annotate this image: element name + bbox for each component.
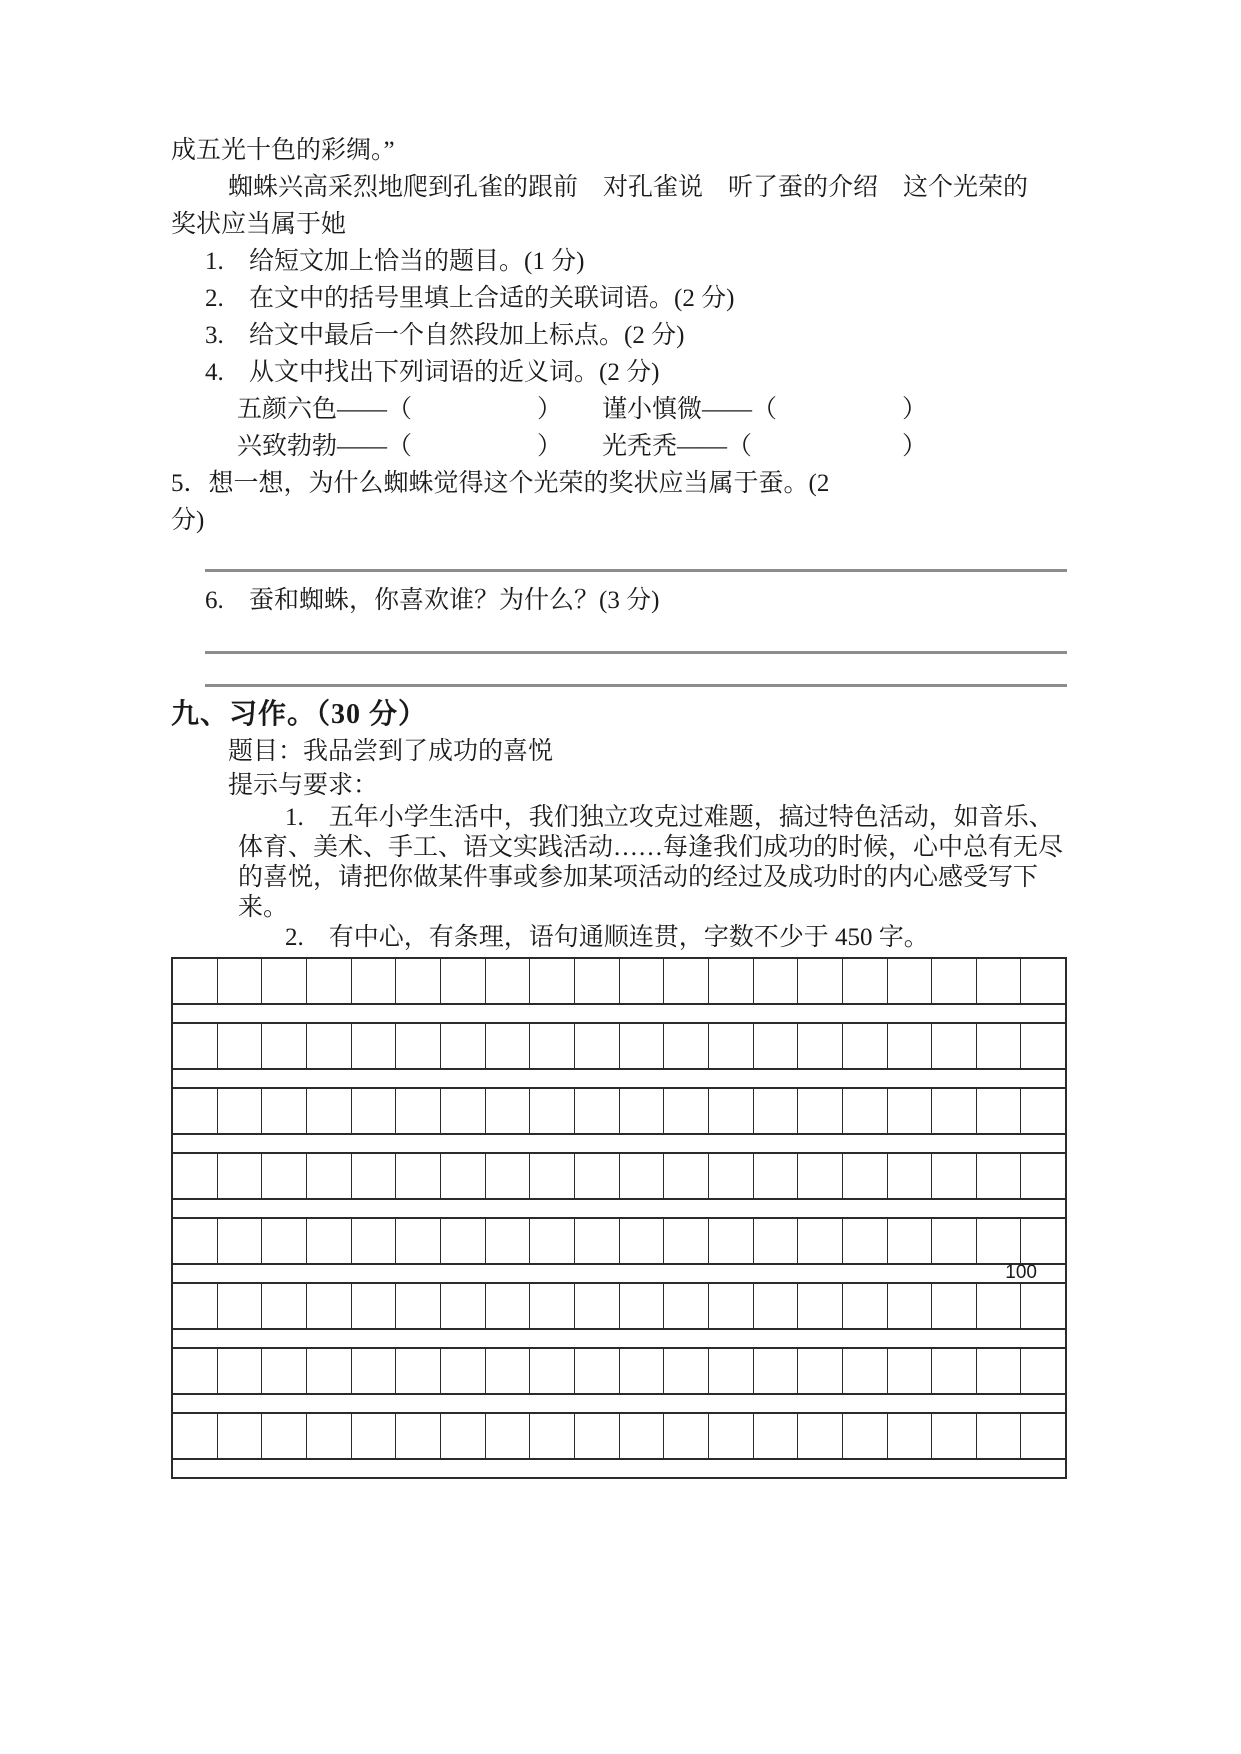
grid-cell: [307, 1349, 352, 1393]
grid-cell: [1021, 959, 1065, 1003]
grid-cell: [352, 1414, 397, 1458]
grid-cell: [888, 1089, 933, 1133]
question-text: 从文中找出下列词语的近义词。(2 分): [249, 359, 660, 386]
grid-cell: [843, 959, 888, 1003]
grid-cell: [486, 959, 531, 1003]
grid-cell: [575, 1154, 620, 1198]
grid-cell: [843, 1349, 888, 1393]
question-5-line-1: 5．想一想，为什么蜘蛛觉得这个光荣的奖状应当属于蚕。(2: [171, 470, 830, 497]
grid-cell: [441, 1024, 486, 1068]
grid-cell: [888, 959, 933, 1003]
grid-cell: [888, 1219, 933, 1263]
grid-cell: [798, 1414, 843, 1458]
grid-cell: [262, 1414, 307, 1458]
grid-spacer: [173, 1262, 1065, 1284]
question-item: [205, 243, 1067, 280]
grid-cell: [932, 1024, 977, 1068]
grid-cell: [932, 1089, 977, 1133]
grid-cell: [530, 1349, 575, 1393]
grid-cell: [977, 1414, 1022, 1458]
requirement-1-paragraph: [171, 803, 1067, 923]
grid-cell: [620, 1284, 665, 1328]
grid-cell: [352, 1024, 397, 1068]
grid-cell: [396, 1089, 441, 1133]
grid-cell: [262, 1024, 307, 1068]
grid-cell: [396, 1349, 441, 1393]
grid-cell: [888, 1414, 933, 1458]
grid-cell: [352, 1089, 397, 1133]
grid-cell: [173, 1024, 218, 1068]
grid-cell: [262, 1154, 307, 1198]
grid-cell: [977, 1089, 1022, 1133]
grid-cell: [620, 1154, 665, 1198]
grid-cell: [486, 1414, 531, 1458]
grid-cell: [709, 1414, 754, 1458]
grid-cell-row: [173, 1219, 1065, 1265]
grid-cell: [262, 1284, 307, 1328]
grid-cell: [396, 1284, 441, 1328]
synonym-blanks: [171, 391, 1067, 465]
grid-cell: [798, 1024, 843, 1068]
grid-cell: [575, 1349, 620, 1393]
writing-section-heading: 九、习作。（30 分）: [171, 699, 428, 730]
grid-cell: [754, 1154, 799, 1198]
grid-cell: [486, 1284, 531, 1328]
requirement-line: 来。: [238, 894, 289, 921]
grid-cell: [441, 959, 486, 1003]
grid-cell: [754, 1089, 799, 1133]
grid-cell: [352, 1284, 397, 1328]
grid-cell: [709, 959, 754, 1003]
grid-cell: [352, 1219, 397, 1263]
grid-cell: [798, 1154, 843, 1198]
question-5-line-2: 分): [171, 507, 205, 534]
grid-cell: [352, 959, 397, 1003]
grid-cell: [888, 1024, 933, 1068]
grid-cell: [218, 1414, 263, 1458]
question-item: [205, 354, 1067, 391]
grid-cell: [932, 1284, 977, 1328]
question-item: [205, 280, 1067, 317]
grid-cell-row: [173, 1284, 1065, 1330]
grid-cell: [218, 1089, 263, 1133]
question-number: 4.: [205, 359, 224, 386]
requirement-line: 体育、美术、手工、语文实践活动……每逢我们成功的时候，心中总有无尽: [238, 834, 1064, 861]
grid-cell: [218, 1349, 263, 1393]
grid-cell: [218, 1284, 263, 1328]
grid-cell: [486, 1024, 531, 1068]
grid-cell: [664, 959, 709, 1003]
grid-cell: [575, 1284, 620, 1328]
grid-cell: [977, 1024, 1022, 1068]
grid-cell: [977, 1154, 1022, 1198]
reading-paragraph-line: 奖状应当属于她: [171, 211, 347, 238]
essay-title-line: 题目：我品尝到了成功的喜悦: [228, 738, 554, 765]
grid-cell: [664, 1414, 709, 1458]
grid-cell: [575, 1024, 620, 1068]
grid-cell: [754, 1414, 799, 1458]
grid-cell: [486, 1349, 531, 1393]
grid-cell: [486, 1154, 531, 1198]
hints-label: 提示与要求：: [228, 772, 379, 799]
grid-cell-row: [173, 1024, 1065, 1070]
grid-counter-100: 100: [1005, 1262, 1037, 1283]
grid-cell: [888, 1154, 933, 1198]
grid-cell: [843, 1024, 888, 1068]
answer-line: [205, 651, 1067, 654]
grid-cell: [307, 1024, 352, 1068]
answer-line: [205, 684, 1067, 687]
grid-spacer: [173, 1135, 1065, 1154]
grid-cell: [262, 1089, 307, 1133]
grid-cell: [798, 1349, 843, 1393]
grid-cell: [530, 1284, 575, 1328]
grid-cell: [486, 1089, 531, 1133]
grid-cell: [664, 1284, 709, 1328]
grid-cell: [709, 1284, 754, 1328]
grid-spacer: [173, 1330, 1065, 1349]
grid-spacer: [173, 1395, 1065, 1414]
writing-grid: [171, 957, 1067, 1479]
synonym-row: [237, 391, 1067, 428]
requirement-line: 1. 五年小学生活中，我们独立攻克过难题，搞过特色活动，如音乐、: [285, 804, 1054, 831]
grid-cell: [709, 1154, 754, 1198]
synonym-blank-left: 五颜六色——（ ）: [237, 396, 563, 423]
grid-cell: [709, 1219, 754, 1263]
grid-cell: [843, 1414, 888, 1458]
grid-cell: [798, 1284, 843, 1328]
grid-cell: [977, 1349, 1022, 1393]
synonym-blank-left: 兴致勃勃——（ ）: [237, 433, 563, 460]
grid-cell: [396, 1219, 441, 1263]
question-number: 3.: [205, 322, 224, 349]
grid-cell: [754, 1349, 799, 1393]
grid-cell: [1021, 1219, 1065, 1263]
grid-cell: [173, 1154, 218, 1198]
grid-cell-row: [173, 1154, 1065, 1200]
grid-cell: [530, 959, 575, 1003]
grid-cell: [307, 1414, 352, 1458]
grid-cell: [1021, 1349, 1065, 1393]
grid-cell: [173, 1089, 218, 1133]
grid-cell: [754, 1024, 799, 1068]
grid-cell: [307, 1089, 352, 1133]
grid-cell: [798, 1219, 843, 1263]
grid-cell: [977, 1219, 1022, 1263]
grid-cell: [1021, 1089, 1065, 1133]
grid-cell: [530, 1414, 575, 1458]
grid-cell: [173, 1284, 218, 1328]
grid-cell: [575, 959, 620, 1003]
question-text: 在文中的括号里填上合适的关联词语。(2 分): [249, 285, 735, 312]
grid-cell: [218, 1024, 263, 1068]
grid-spacer: [173, 1460, 1065, 1477]
grid-cell-row: [173, 959, 1065, 1005]
grid-cell: [530, 1219, 575, 1263]
requirement-line: 的喜悦，请把你做某件事或参加某项活动的经过及成功时的内心感受写下: [238, 864, 1039, 891]
grid-cell: [932, 1349, 977, 1393]
grid-cell: [888, 1349, 933, 1393]
grid-cell: [620, 1414, 665, 1458]
grid-cell: [843, 1154, 888, 1198]
grid-cell: [932, 959, 977, 1003]
grid-cell: [173, 959, 218, 1003]
grid-cell: [307, 1219, 352, 1263]
grid-cell: [441, 1284, 486, 1328]
grid-cell: [888, 1284, 933, 1328]
question-text: 给短文加上恰当的题目。(1 分): [249, 248, 585, 275]
grid-cell: [396, 959, 441, 1003]
answer-line: [205, 569, 1067, 572]
grid-cell: [932, 1414, 977, 1458]
grid-cell: [530, 1024, 575, 1068]
grid-cell: [932, 1219, 977, 1263]
reading-questions-list: [171, 243, 1067, 391]
grid-cell: [575, 1089, 620, 1133]
grid-cell: [664, 1024, 709, 1068]
grid-cell: [620, 1219, 665, 1263]
grid-cell: [664, 1154, 709, 1198]
grid-cell: [396, 1154, 441, 1198]
grid-cell: [218, 1219, 263, 1263]
question-item: [205, 317, 1067, 354]
grid-cell: [441, 1414, 486, 1458]
grid-cell: [307, 1284, 352, 1328]
grid-cell: [754, 959, 799, 1003]
grid-cell: [396, 1414, 441, 1458]
grid-cell: [664, 1219, 709, 1263]
grid-cell: [173, 1219, 218, 1263]
grid-cell: [843, 1089, 888, 1133]
grid-cell-row: [173, 1349, 1065, 1395]
grid-cell: [173, 1414, 218, 1458]
grid-cell: [620, 1349, 665, 1393]
grid-cell: [441, 1349, 486, 1393]
grid-cell: [1021, 1154, 1065, 1198]
grid-cell: [218, 1154, 263, 1198]
grid-cell: [396, 1024, 441, 1068]
grid-cell: [664, 1089, 709, 1133]
grid-cell: [664, 1349, 709, 1393]
grid-spacer: [173, 1005, 1065, 1024]
grid-cell: [798, 1089, 843, 1133]
question-text: 蚕和蜘蛛，你喜欢谁？为什么？(3 分): [249, 587, 660, 614]
grid-cell: [307, 959, 352, 1003]
grid-spacer: [173, 1070, 1065, 1089]
question-number: 2.: [205, 285, 224, 312]
reading-paragraph-end-line: 成五光十色的彩绸。”: [171, 137, 395, 164]
grid-cell: [530, 1154, 575, 1198]
grid-cell: [709, 1024, 754, 1068]
grid-cell-row: [173, 1089, 1065, 1135]
synonym-row: [237, 428, 1067, 465]
grid-cell: [1021, 1024, 1065, 1068]
grid-cell: [173, 1349, 218, 1393]
grid-cell: [1021, 1414, 1065, 1458]
question-6: [205, 582, 1067, 619]
grid-cell: [441, 1219, 486, 1263]
grid-cell: [441, 1154, 486, 1198]
grid-cell: [352, 1154, 397, 1198]
question-text: 给文中最后一个自然段加上标点。(2 分): [249, 322, 685, 349]
grid-cell: [575, 1414, 620, 1458]
grid-cell-row: [173, 1414, 1065, 1460]
requirement-2-line: 2. 有中心，有条理，语句通顺连贯，字数不少于 450 字。: [285, 924, 929, 951]
grid-cell: [441, 1089, 486, 1133]
synonym-blank-right: 光秃秃——（ ）: [602, 433, 928, 460]
question-number: 1.: [205, 248, 224, 275]
grid-cell: [932, 1154, 977, 1198]
reading-paragraph-line: 蜘蛛兴高采烈地爬到孔雀的跟前 对孔雀说 听了蚕的介绍 这个光荣的: [228, 174, 1029, 201]
grid-cell: [709, 1349, 754, 1393]
grid-cell: [307, 1154, 352, 1198]
grid-cell: [620, 959, 665, 1003]
grid-cell: [218, 959, 263, 1003]
grid-spacer: [173, 1200, 1065, 1219]
grid-cell: [977, 1284, 1022, 1328]
grid-cell: [1021, 1284, 1065, 1328]
grid-cell: [262, 1349, 307, 1393]
grid-cell: [977, 959, 1022, 1003]
grid-cell: [486, 1219, 531, 1263]
grid-cell: [798, 959, 843, 1003]
grid-cell: [352, 1349, 397, 1393]
grid-cell: [754, 1284, 799, 1328]
grid-cell: [262, 959, 307, 1003]
grid-cell: [620, 1024, 665, 1068]
grid-cell: [843, 1219, 888, 1263]
grid-cell: [709, 1089, 754, 1133]
grid-cell: [754, 1219, 799, 1263]
grid-cell: [530, 1089, 575, 1133]
grid-cell: [620, 1089, 665, 1133]
grid-cell: [575, 1219, 620, 1263]
synonym-blank-right: 谨小慎微——（ ）: [602, 396, 928, 423]
grid-cell: [843, 1284, 888, 1328]
grid-cell: [262, 1219, 307, 1263]
question-number: 6.: [205, 587, 224, 614]
